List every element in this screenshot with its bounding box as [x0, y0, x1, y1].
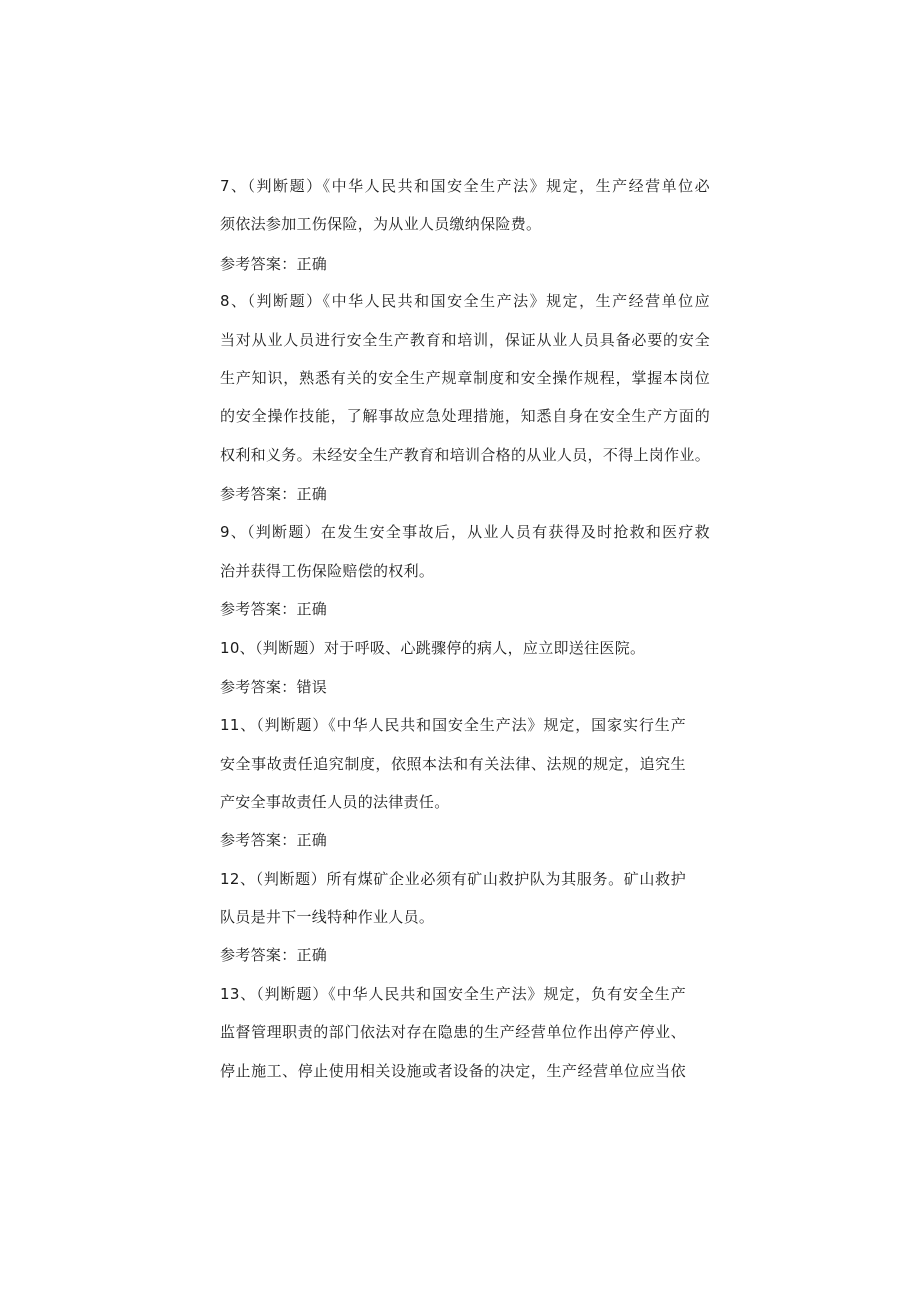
- question-12-answer: 参考答案：正确: [220, 946, 328, 964]
- question-12-line-2: 队员是井下一线特种作业人员。: [220, 908, 435, 926]
- question-7-line-2: 须依法参加工伤保险，为从业人员缴纳保险费。: [220, 215, 542, 233]
- question-8-line-1: 8、（判断题）《中华人民共和国安全生产法》规定，生产经营单位应: [220, 292, 710, 310]
- question-11-line-1: 11、（判断题）《中华人民共和国安全生产法》规定，国家实行生产: [220, 716, 686, 734]
- question-8-answer: 参考答案：正确: [220, 485, 328, 503]
- question-10-line-1: 10、（判断题）对于呼吸、心跳骤停的病人，应立即送往医院。: [220, 639, 646, 657]
- question-9-line-2: 治并获得工伤保险赔偿的权利。: [220, 562, 435, 580]
- question-10-answer: 参考答案：错误: [220, 678, 328, 696]
- question-13-line-2: 监督管理职责的部门依法对存在隐患的生产经营单位作出停产停业、: [220, 1023, 686, 1041]
- question-13-line-1: 13、（判断题）《中华人民共和国安全生产法》规定，负有安全生产: [220, 985, 686, 1003]
- question-8-line-3: 生产知识，熟悉有关的安全生产规章制度和安全操作规程，掌握本岗位: [220, 369, 710, 387]
- question-9-answer: 参考答案：正确: [220, 600, 328, 618]
- question-7-answer: 参考答案：正确: [220, 255, 328, 273]
- question-8-line-5: 权利和义务。未经安全生产教育和培训合格的从业人员，不得上岗作业。: [220, 446, 710, 464]
- question-8-line-4: 的安全操作技能，了解事故应急处理措施，知悉自身在安全生产方面的: [220, 407, 710, 425]
- question-11-answer: 参考答案：正确: [220, 831, 328, 849]
- question-9-line-1: 9、（判断题）在发生安全事故后，从业人员有获得及时抢救和医疗救: [220, 523, 710, 541]
- question-12-line-1: 12、（判断题）所有煤矿企业必须有矿山救护队为其服务。矿山救护: [220, 870, 686, 888]
- question-8-line-2: 当对从业人员进行安全生产教育和培训，保证从业人员具备必要的安全: [220, 331, 710, 349]
- question-11-line-3: 产安全事故责任人员的法律责任。: [220, 793, 450, 811]
- question-7-line-1: 7、（判断题）《中华人民共和国安全生产法》规定，生产经营单位必: [220, 177, 710, 195]
- question-13-line-3: 停止施工、停止使用相关设施或者设备的决定，生产经营单位应当依: [220, 1062, 686, 1080]
- question-11-line-2: 安全事故责任追究制度，依照本法和有关法律、法规的规定，追究生: [220, 755, 686, 773]
